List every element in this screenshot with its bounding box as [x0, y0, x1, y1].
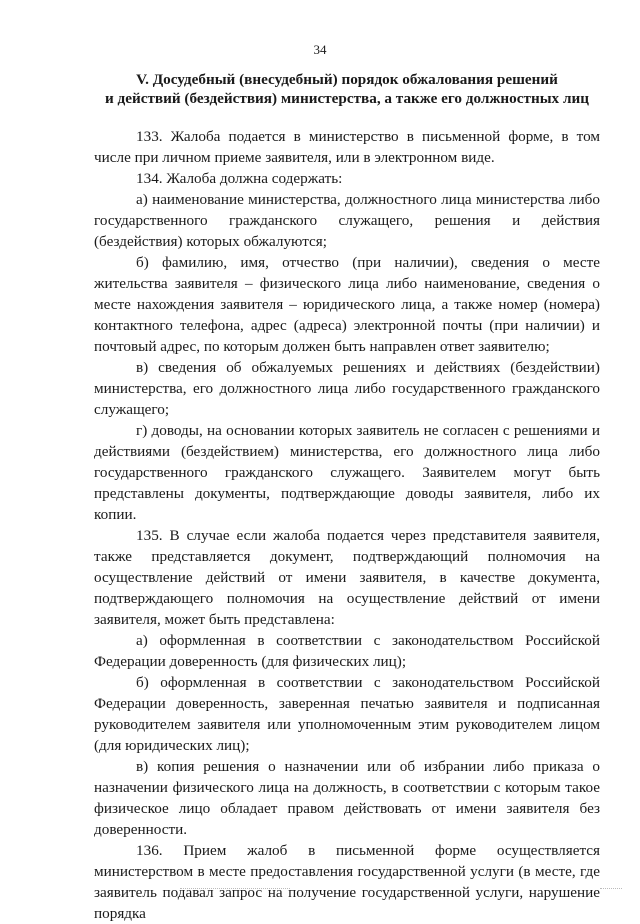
paragraph-134-v: в) сведения об обжалуемых решениях и действиях (бездействии) министерства, его должностного лица либо государственного гражданского служащего; [94, 359, 600, 418]
paragraph-134-a: а) наименование министерства, должностного лица министерства либо государственного гражданского служащего, решения и действия (бездействия) которых обжалуются; [94, 191, 600, 250]
paragraph-134-g: г) доводы, на основании которых заявитель не согласен с решениями и действиями (бездействием) министерства, его должностного лица либо государственного гражданского служащего. Заявителем могут быть представлены документы, подтверждающие доводы заявителя, либо их копии. [94, 422, 600, 523]
scan-artifact [180, 888, 290, 891]
section-heading [94, 70, 600, 108]
paragraph-135-v: в) копия решения о назначении или об избрании либо приказа о назначении физического лица на должность, в соответствии с которым такое физическое лицо обладает правом действовать от имени заявителя без доверенности. [94, 758, 600, 838]
section-heading-line-1: V. Досудебный (внесудебный) порядок обжалования решений [136, 71, 558, 88]
paragraph-135-a: а) оформленная в соответствии с законодательством Российской Федерации доверенность (для физических лиц); [94, 632, 600, 670]
paragraph-134: 134. Жалоба должна содержать: [136, 170, 343, 187]
paragraph-134-b: б) фамилию, имя, отчество (при наличии), сведения о месте жительства заявителя – физического лица либо наименование, сведения о месте нахождения заявителя – юридического лица, а также номер (номера) контактного телефона, адрес (адреса) электронной почты (при наличии) и почтовый адрес, по которым должен быть направлен ответ заявителю; [94, 254, 600, 355]
paragraph-135-b: б) оформленная в соответствии с законодательством Российской Федерации доверенность, заверенная печатью заявителя и подписанная руководителем заявителя или уполномоченным этим руководителем лицом (для юридических лиц); [94, 674, 600, 754]
section-heading-line-2: и действий (бездействия) министерства, а также его должностных лиц [105, 90, 589, 107]
paragraph-136: 136. Прием жалоб в письменной форме осуществляется министерством в месте предоставления государственной услуги (в месте, где заявитель подавал запрос на получение государственной услуги, нарушение порядка [94, 842, 600, 922]
paragraph-135: 135. В случае если жалоба подается через представителя заявителя, также представляется документ, подтверждающий полномочия на осуществление действий от имени заявителя, в качестве документа, подтверждающего полномочия на осуществление действий от имени заявителя, может быть представлена: [94, 527, 600, 628]
document-body [94, 126, 600, 924]
paragraph-133: 133. Жалоба подается в министерство в письменной форме, в том числе при личном приеме заявителя, или в электронном виде. [94, 128, 600, 166]
page-number: 34 [313, 42, 327, 57]
scan-artifact [600, 888, 622, 891]
